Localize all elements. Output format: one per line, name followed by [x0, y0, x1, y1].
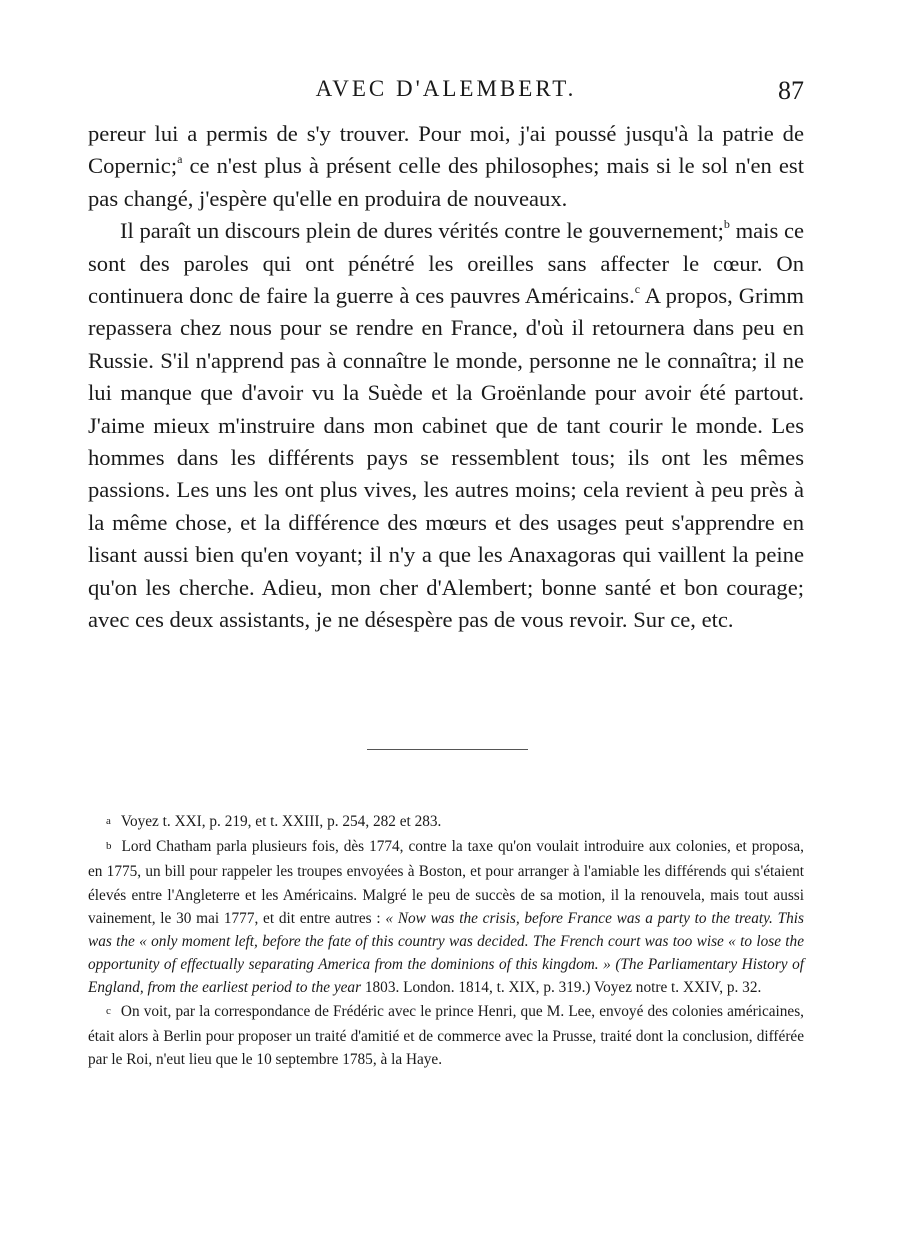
footnote-c [88, 1000, 804, 1072]
footnote-a [88, 810, 804, 835]
footnote-b-source-title: (The Parliamentary History of England, from the earliest period to the year [88, 956, 804, 997]
paragraph-1-text-a: pereur lui a permis de s'y trouver. Pour moi, j'ai poussé jusqu'à la patrie de Copernic; [88, 121, 804, 179]
main-text [88, 118, 804, 637]
paragraph-1 [88, 118, 804, 215]
paragraph-2-text-a: Il paraît un discours plein de dures vérités contre le gouvernement; [120, 218, 724, 244]
paragraph-2-text-c: A propos, Grimm repassera chez nous pour se rendre en France, d'où il retournera dans peu en Russie. S'il n'apprend pas à connaître le monde, personne ne le connaîtra; il ne lui manque que d'avoir vu la Suède et la Groënlande pour avoir été partout. J'aime mieux m'instruire dans mon cabinet que de tant courir le monde. Les hommes dans les différents pays se ressemblent tous; ils ont les mêmes passions. Les uns les ont plus vives, les autres moins; cela revient à peu près à la même chose, et la différence des mœurs et des usages peut s'apprendre en lisant aussi bien qu'en voyant; il n'y a que les Anaxagoras qui vaillent la peine qu'on les cherche. Adieu, mon cher d'Alembert; bonne santé et bon courage; avec ces deux assistants, je ne désespère pas de vous revoir. Sur ce, etc. [88, 283, 804, 633]
footnote-c-text: On voit, par la correspondance de Frédéric avec le prince Henri, que M. Lee, envoyé des colonies américaines, était alors à Berlin pour proposer un traité d'amitié et de commerce avec la Prusse, traité dont la conclusion, différée par le Roi, n'eut lieu que le 10 septembre 1785, à la Haye. [88, 1002, 804, 1069]
footnote-ref-b: b [723, 216, 730, 231]
footnote-mark-c: c [106, 1004, 111, 1017]
footnote-b-text-2: 1803. London. 1814, t. XIX, p. 319.) Voyez notre t. XXIV, p. 32. [361, 979, 762, 997]
footnote-ref-a: a [177, 151, 183, 166]
paragraph-1-text-b: ce n'est plus à présent celle des philosophes; mais si le sol n'en est pas changé, j'espère qu'elle en produira de nouveaux. [88, 153, 804, 211]
section-divider [367, 749, 528, 750]
paragraph-2-text-b: mais ce sont des paroles qui ont pénétré les oreilles sans affecter le cœur. On continuera donc de faire la guerre à ces pauvres Américains. [88, 218, 804, 309]
paragraph-2 [88, 215, 804, 636]
footnotes [88, 810, 804, 1071]
footnote-mark-b: b [106, 840, 112, 853]
footnote-b [88, 835, 804, 999]
running-title: AVEC D'ALEMBERT. [315, 76, 577, 101]
footnote-a-text: Voyez t. XXI, p. 219, et t. XXIII, p. 254, 282 et 283. [120, 813, 442, 830]
footnote-b-quote: « Now was the crisis, before France was a party to the treaty. This was the « only moment left, before the fate of this country was decided. The French court was too wise « to lose the opportunity of effectually separating America from the dominions of this kingdom. » [88, 909, 804, 974]
page-header [88, 76, 804, 110]
footnote-ref-c: c [634, 281, 641, 296]
page-number: 87 [778, 76, 804, 105]
footnote-mark-a: a [106, 815, 111, 827]
footnote-b-text-1: Lord Chatham parla plusieurs fois, dès 1774, contre la taxe qu'on voulait introduire aux colonies, et proposa, en 1775, un bill pour rappeler les troupes envoyées à Boston, et pour arranger à l'amiable les différends qui s'étaient élevés entre l'Angleterre et les Américains. Malgré le peu de succès de sa motion, il la renouvela, mais tout aussi vainement, le 30 mai 1777, et dit entre autres : [88, 838, 804, 927]
